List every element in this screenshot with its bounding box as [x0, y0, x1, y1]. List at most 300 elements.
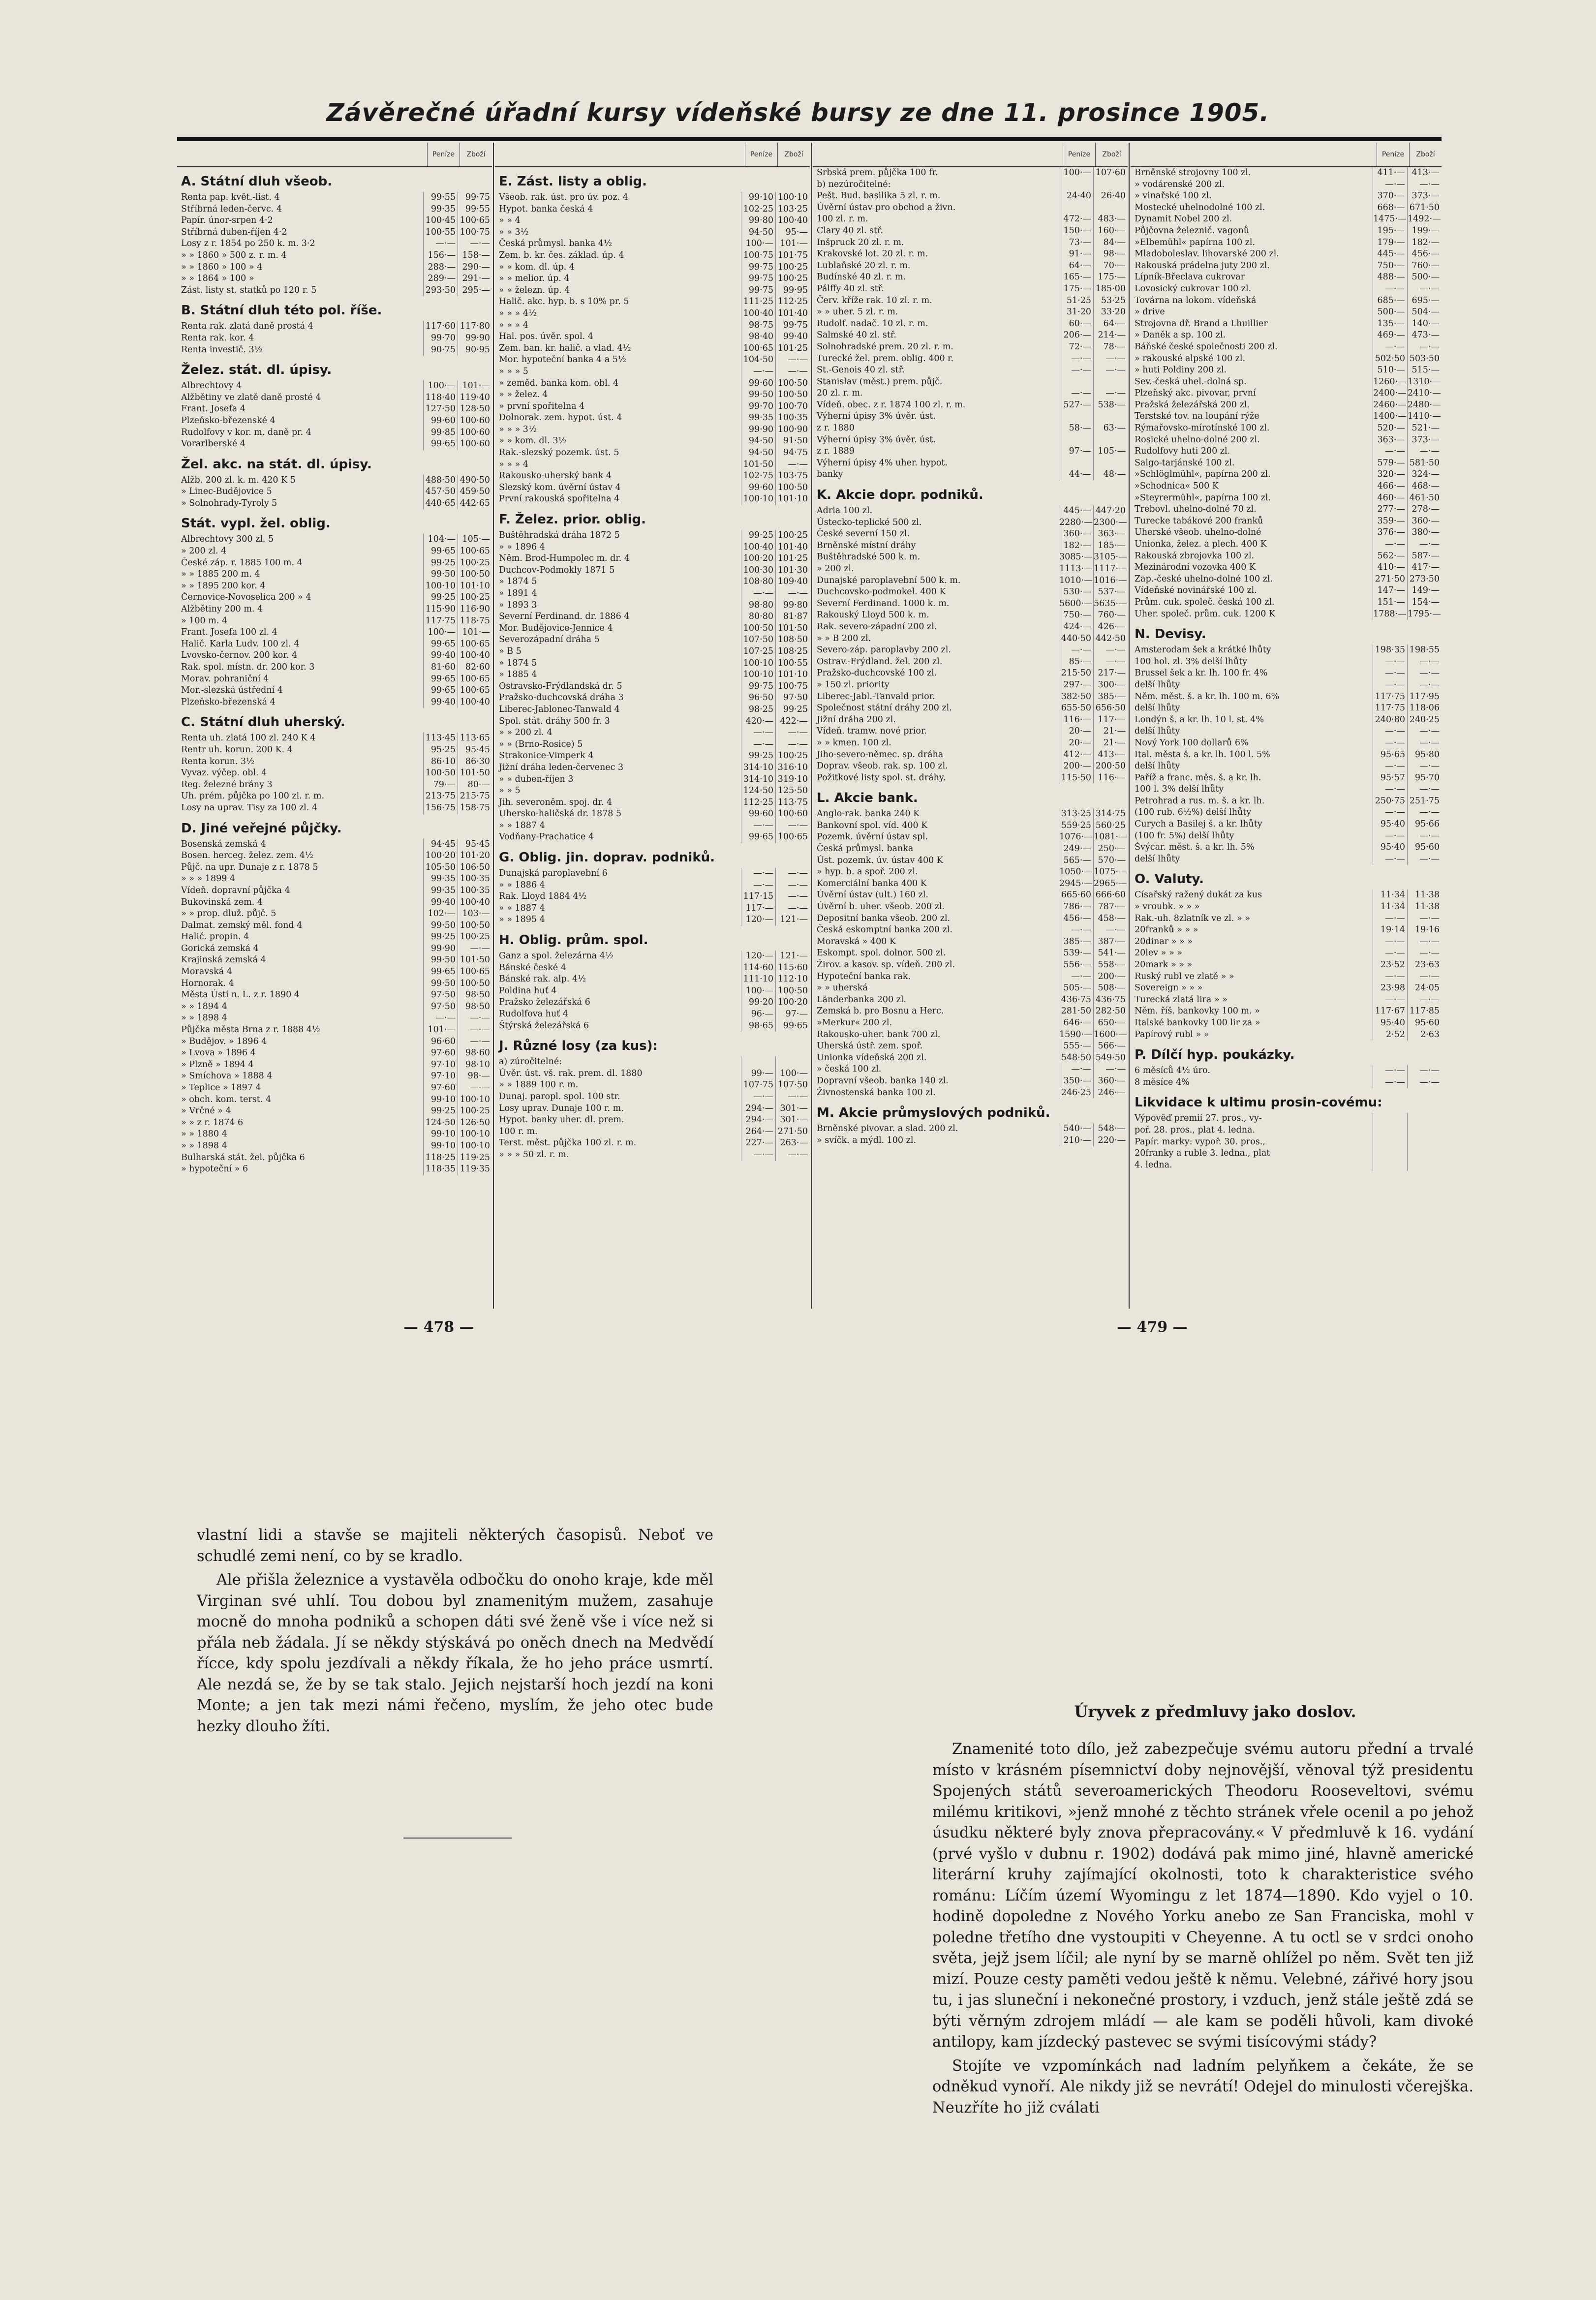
table-row	[177, 604, 492, 615]
table-row	[813, 167, 1128, 179]
ask-price: 116·—	[1093, 772, 1128, 784]
security-name: Frant. Josefa 100 zl. 4	[181, 627, 277, 638]
ask-price: 98·—	[458, 1071, 492, 1082]
bid-price: 99·35	[423, 873, 458, 885]
ask-price: 515·—	[1407, 365, 1442, 376]
bid-price: 548·50	[1059, 1052, 1093, 1064]
ask-price: 5635·—	[1093, 598, 1128, 610]
bid-price: 1260·—	[1373, 376, 1407, 388]
security-name: delší lhůty	[1135, 703, 1180, 713]
table-row	[495, 459, 810, 471]
security-name: Trebovl. uhelno-dolné 70 zl.	[1135, 504, 1257, 515]
table-row	[177, 639, 492, 650]
table-row	[495, 951, 810, 962]
security-name: Severozápadní dráha 5	[499, 635, 600, 645]
table-row	[495, 1103, 810, 1115]
bid-price: 100·75	[741, 250, 775, 262]
table-row	[495, 739, 810, 751]
security-name: » česká 100 zl.	[817, 1064, 882, 1074]
security-name: » svíčk. a mýdl. 100 zl.	[817, 1135, 917, 1145]
bid-price: 297·—	[1059, 679, 1093, 691]
security-name: Vídeňské novinářské 100 zl.	[1135, 585, 1257, 596]
security-name: Renta rak. zlatá daně prostá 4	[181, 321, 313, 332]
ask-price: —·—	[1407, 784, 1442, 796]
bid-price: 94·45	[423, 839, 458, 851]
ask-price: 1016·—	[1093, 575, 1128, 587]
ask-price: 373·—	[1407, 190, 1442, 202]
section-heading: F. Želez. prior. oblig.	[499, 512, 646, 527]
ask-price: 417·—	[1407, 562, 1442, 574]
table-row	[177, 1117, 492, 1129]
security-name: Bankovní spol. víd. 400 K	[817, 820, 928, 830]
table-row	[813, 517, 1128, 529]
security-name: Mladoboleslav. lihovarské 200 zl.	[1135, 249, 1279, 259]
ask-price: 95·45	[458, 839, 492, 851]
table-row	[1131, 434, 1442, 446]
security-name: Krajinská zemská 4	[181, 955, 266, 965]
bid-price: 111·25	[741, 296, 775, 308]
column-header	[495, 143, 810, 167]
section-heading: C. Státní dluh uherský.	[181, 715, 345, 730]
table-row	[1131, 341, 1442, 353]
table-row	[1131, 656, 1442, 668]
ask-price: 91·50	[775, 435, 810, 447]
column-header-label: Zboží	[1409, 143, 1442, 166]
table-row	[1131, 307, 1442, 318]
bid-price: —·—	[423, 1012, 458, 1024]
table-row	[495, 1009, 810, 1020]
security-name: » » 1896 4	[499, 542, 545, 552]
ask-price: 95·80	[1407, 749, 1442, 761]
security-name: Něm. říš. bankovky 100 m. »	[1135, 1006, 1260, 1016]
table-row	[1131, 399, 1442, 411]
bid-price: 20·—	[1059, 726, 1093, 737]
bid-price: 99·60	[423, 415, 458, 427]
security-name: » 1885 4	[499, 670, 537, 680]
bid-price: 99·75	[741, 681, 775, 693]
ask-price: 483·—	[1093, 214, 1128, 225]
bid-price: 99·50	[423, 978, 458, 990]
ask-price: —·—	[1407, 668, 1442, 679]
column-4	[1131, 143, 1442, 1309]
table-row	[1131, 202, 1442, 214]
bid-price: —·—	[1373, 830, 1407, 842]
column-header-label: Peníze	[427, 143, 460, 166]
table-row	[177, 650, 492, 662]
bid-price: 99·70	[423, 333, 458, 344]
bid-price: 117·—	[741, 903, 775, 915]
security-name: » obch. kom. terst. 4	[181, 1094, 272, 1104]
table-row	[813, 446, 1128, 458]
ask-price: 100·25	[775, 530, 810, 542]
ask-price: 11·38	[1407, 889, 1442, 901]
paragraph: Stojíte ve vzpomínkách nad ladním pelyňkem a čekáte, že se odněkud vynoří. Ale nikdy již se nevrátí! Odejel do minulosti včerejška. Neuzříte ho již cválati	[932, 2057, 1474, 2116]
security-name: Zem. b. kr. čes. základ. úp. 4	[499, 250, 624, 260]
bid-price: 101·—	[423, 1024, 458, 1036]
bid-price: 198·35	[1373, 644, 1407, 656]
bid-price: —·—	[1373, 283, 1407, 295]
ask-price: —·—	[1093, 1064, 1128, 1075]
bid-price: 246·25	[1059, 1087, 1093, 1099]
table-row	[495, 215, 810, 227]
ask-price: 21·—	[1093, 737, 1128, 749]
ask-price: 549·50	[1093, 1052, 1128, 1064]
security-name: b) nezúročitelné:	[817, 179, 891, 189]
bid-price: 100·50	[423, 767, 458, 779]
security-name: Liberec-Jabl.-Tanvald prior.	[817, 691, 935, 702]
security-name: Reg. železné brány 3	[181, 779, 273, 790]
ask-price: 103·—	[458, 908, 492, 920]
ask-price: 81·87	[775, 611, 810, 623]
security-name: » » prop. dluž. půjč. 5	[181, 909, 276, 919]
bid-price: 97·—	[1059, 446, 1093, 458]
security-name: Halič. propin. 4	[181, 932, 249, 942]
ask-price: 100·65	[458, 639, 492, 650]
ask-price: 98·50	[458, 989, 492, 1001]
ask-price: 101·—	[458, 380, 492, 392]
bid-price: —·—	[1373, 807, 1407, 819]
ask-price: 100·60	[458, 415, 492, 427]
ask-price: 113·75	[775, 797, 810, 809]
security-name: 4. ledna.	[1135, 1160, 1172, 1170]
table-row	[495, 750, 810, 762]
security-name: » » 1886 4	[499, 880, 545, 890]
security-name: České záp. r. 1885 100 m. 4	[181, 557, 303, 568]
bid-price: 99·35	[423, 204, 458, 215]
ask-price: 97·—	[775, 1009, 810, 1020]
bid-price: 1475·—	[1373, 214, 1407, 225]
table-row	[813, 679, 1128, 691]
security-name: Italské bankovky 100 lir za »	[1135, 1017, 1260, 1028]
table-row	[177, 262, 492, 274]
bid-price: 98·80	[741, 600, 775, 612]
bid-price: 313·25	[1059, 808, 1093, 820]
bid-price: 382·50	[1059, 691, 1093, 703]
table-row	[495, 553, 810, 565]
table-row	[813, 913, 1128, 925]
security-name: Losy uprav. Dunaje 100 r. m.	[499, 1103, 624, 1113]
bid-price: 96·—	[741, 1009, 775, 1020]
bid-price	[1373, 1148, 1407, 1160]
bid-price: 99·40	[423, 697, 458, 708]
ask-price: —·—	[1407, 1077, 1442, 1089]
security-name: Frant. Josefa 4	[181, 404, 246, 414]
ask-price: 100·35	[458, 885, 492, 897]
table-row	[813, 295, 1128, 307]
bid-price: 472·—	[1059, 214, 1093, 225]
security-name: delší lhůty	[1135, 761, 1180, 771]
security-name: Salmské 40 zl. stř.	[817, 330, 896, 340]
security-name: » 150 zl. priority	[817, 679, 890, 690]
security-name: Prům. cuk. společ. česká 100 zl.	[1135, 597, 1275, 607]
security-name: » » kom. dl. 3½	[499, 436, 567, 446]
ask-price: 101·30	[775, 565, 810, 577]
bid-price: 420·—	[741, 716, 775, 728]
ask-price: —·—	[458, 1024, 492, 1036]
security-name: Srbská prem. půjčka 100 fr.	[817, 168, 938, 178]
table-row	[813, 563, 1128, 575]
ask-price: —·—	[1407, 994, 1442, 1006]
bid-price: —·—	[1373, 971, 1407, 983]
security-name: Depositní banka všeob. 200 zl.	[817, 913, 951, 923]
ask-price: 101·10	[775, 493, 810, 505]
ask-price: 199·—	[1407, 225, 1442, 237]
table-row	[495, 296, 810, 308]
ask-price: 473·—	[1407, 330, 1442, 341]
security-name: » huti Poldiny 200 zl.	[1135, 365, 1227, 375]
security-name: Lovosický cukrovar 100 zl.	[1135, 283, 1252, 294]
security-name: » » 1887 4	[499, 820, 545, 830]
security-name: Hypoteční banka rak.	[817, 971, 911, 981]
security-name: » vodárenské 200 zl.	[1135, 179, 1225, 189]
page-title: Závěrečné úřadní kursy vídeňské bursy ze dne 11. prosince 1905.	[326, 98, 1270, 127]
table-row	[177, 498, 492, 510]
table-row	[495, 914, 810, 926]
bid-price: 95·25	[423, 744, 458, 756]
ask-price: 95·60	[1407, 842, 1442, 854]
bid-price: 540·—	[1059, 1123, 1093, 1135]
table-row	[1131, 597, 1442, 609]
table-row	[1131, 819, 1442, 830]
table-row	[1131, 889, 1442, 901]
ask-price: 99·75	[458, 192, 492, 204]
security-name: Moravská 4	[181, 967, 232, 977]
ask-price: 95·66	[1407, 819, 1442, 830]
bid-price: 350·—	[1059, 1075, 1093, 1087]
bid-price: 94·50	[741, 227, 775, 239]
table-row	[177, 779, 492, 791]
security-name: 100 r. m.	[499, 1126, 538, 1136]
bid-price: 95·57	[1373, 772, 1407, 784]
table-row	[177, 791, 492, 802]
bid-price: 685·—	[1373, 295, 1407, 307]
security-name: Alžb. 200 zl. k. m. 420 K 5	[181, 475, 296, 485]
security-name: Úvěrní ústav (ult.) 160 zl.	[817, 890, 928, 900]
bid-price: 11·34	[1373, 901, 1407, 913]
security-name: Lublaňské 20 zl. r. m.	[817, 260, 911, 271]
ask-price: 273·50	[1407, 574, 1442, 585]
section-heading: G. Oblig. jin. doprav. podniků.	[499, 850, 715, 865]
security-name: Buštěhradské 500 k. m.	[817, 552, 921, 562]
table-row	[813, 469, 1128, 481]
bid-price: 505·—	[1059, 982, 1093, 994]
table-row	[1131, 971, 1442, 983]
table-row	[1131, 1029, 1442, 1041]
security-name: Albrechtovy 4	[181, 381, 242, 391]
table-row	[1131, 994, 1442, 1006]
security-name: Pražská železářská 200 zl.	[1135, 399, 1250, 410]
ask-price: 26·40	[1093, 190, 1128, 202]
ask-price: 98·10	[458, 1059, 492, 1071]
bid-price: 99·50	[741, 389, 775, 401]
ask-price: 82·60	[458, 662, 492, 674]
security-name: Länderbanka 200 zl.	[817, 994, 907, 1005]
security-name: » » z r. 1874 6	[181, 1117, 244, 1128]
bid-price: 502·50	[1373, 353, 1407, 365]
ask-price	[1407, 1136, 1442, 1148]
table-row	[177, 438, 492, 450]
bid-price: 2460·—	[1373, 399, 1407, 411]
ask-price: 1310·—	[1407, 376, 1442, 388]
table-row	[495, 401, 810, 413]
security-name: Výherní úpisy 3% úvěr. úst.	[817, 434, 936, 445]
ask-price: 108·50	[775, 634, 810, 646]
table-row	[813, 190, 1128, 202]
security-name: » » 5	[499, 786, 521, 796]
security-name: 20dinar » » »	[1135, 936, 1193, 947]
security-name: Duchcov-Podmokly 1871 5	[499, 565, 615, 575]
ask-price: 100·40	[775, 215, 810, 227]
section-heading: Likvidace k ultimu prosin-covému:	[1135, 1095, 1382, 1110]
bid-price: 100·65	[741, 343, 775, 355]
ask-price: 140·—	[1407, 318, 1442, 330]
table-row	[1131, 761, 1442, 772]
security-name: 100 zl. r. m.	[817, 214, 868, 224]
ask-price: 119·35	[458, 1164, 492, 1175]
bid-price: 100·10	[741, 658, 775, 670]
table-row	[495, 903, 810, 915]
ask-price: —·—	[1407, 854, 1442, 865]
ask-price: 295·—	[458, 285, 492, 297]
ask-price: 97·50	[775, 692, 810, 704]
security-name: Eskompt. spol. dolnor. 500 zl.	[817, 948, 946, 958]
bid-price: 99·35	[423, 885, 458, 897]
security-name: Renta rak. kor. 4	[181, 333, 254, 343]
table-row	[177, 802, 492, 814]
ask-price: 100·10	[458, 1140, 492, 1152]
table-row	[495, 482, 810, 494]
bid-price: 646·—	[1059, 1017, 1093, 1029]
ask-price: 100·40	[458, 650, 492, 662]
table-row	[1131, 458, 1442, 469]
security-name: Mor. Budějovice-Jennice 4	[499, 623, 613, 633]
security-name: Uher. společ. prům. cuk. 1200 K	[1135, 609, 1276, 619]
security-name: Plzeňsko-březenské 4	[181, 415, 276, 426]
table-row	[495, 634, 810, 646]
table-row	[1131, 283, 1442, 295]
table-row	[495, 891, 810, 903]
table-row	[495, 762, 810, 774]
security-name: » 1874 5	[499, 658, 537, 668]
security-name: » » 1895 4	[499, 915, 545, 925]
table-row	[1131, 562, 1442, 574]
security-name: Adria 100 zl.	[817, 506, 873, 516]
table-row	[177, 1082, 492, 1094]
ask-price	[1093, 179, 1128, 191]
ask-price: 99·90	[458, 333, 492, 344]
bid-price: 100·—	[423, 627, 458, 639]
bid-price	[1373, 1136, 1407, 1148]
table-row	[495, 797, 810, 809]
bid-price: 786·—	[1059, 901, 1093, 913]
ask-price: 119·40	[458, 392, 492, 404]
table-row	[177, 475, 492, 487]
security-name: Vídeň. tramw. nové prior.	[817, 726, 927, 736]
table-row	[813, 365, 1128, 376]
security-name: » Budějov. » 1896 4	[181, 1036, 267, 1046]
security-name: Bukovinská zem. 4	[181, 897, 263, 907]
table-row	[813, 179, 1128, 191]
bid-price: 314·10	[741, 774, 775, 786]
ask-price: —·—	[1407, 737, 1442, 749]
bid-price: 99·40	[423, 897, 458, 909]
table-row	[495, 785, 810, 797]
ask-price: 538·—	[1093, 399, 1128, 411]
bid-price: 293·50	[423, 285, 458, 297]
bid-price: 117·67	[1373, 1006, 1407, 1017]
ask-price: 456·—	[1407, 248, 1442, 260]
bid-price: 111·10	[741, 974, 775, 985]
bid-price: 99·65	[423, 674, 458, 685]
bid-price: 117·75	[423, 615, 458, 627]
ask-price: 100·20	[775, 997, 810, 1009]
bid-price: 100·50	[741, 623, 775, 635]
ask-price: —·—	[458, 943, 492, 955]
ask-price: 200·—	[1093, 971, 1128, 983]
security-name: » » železn. úp. 4	[499, 285, 570, 295]
ask-price: —·—	[458, 1082, 492, 1094]
security-name: Zem. ban. kr. halič. a vlad. 4½	[499, 343, 631, 353]
ask-price: 3105·—	[1093, 552, 1128, 563]
table-row	[1131, 1136, 1442, 1148]
bid-price: 156·—	[423, 250, 458, 262]
security-name: Česká průmysl. banka 4½	[499, 239, 612, 249]
table-row	[177, 1059, 492, 1071]
bid-price: 668·—	[1373, 202, 1407, 214]
table-row	[495, 273, 810, 285]
bid-price: 165·—	[1059, 272, 1093, 283]
security-name: Rakouský Lloyd 500 k. m.	[817, 610, 929, 620]
bid-price: —·—	[741, 880, 775, 891]
ask-price: 101·75	[775, 250, 810, 262]
ask-price: 214·—	[1093, 330, 1128, 341]
ask-price: 100·25	[458, 931, 492, 943]
bid-price: 102·25	[741, 204, 775, 215]
ask-price: 78·—	[1093, 341, 1128, 353]
ask-price: —·—	[775, 868, 810, 880]
security-name: » » » 1899 4	[181, 874, 236, 884]
security-name: 20franků » » »	[1135, 925, 1198, 935]
ask-price: 413·—	[1093, 749, 1128, 761]
table-row	[813, 1041, 1128, 1052]
bid-price: 91·—	[1059, 248, 1093, 260]
table-row	[813, 691, 1128, 703]
bid-price: 99·25	[741, 750, 775, 762]
ask-price: 100·25	[775, 273, 810, 285]
table-row	[495, 623, 810, 635]
security-name: Clary 40 zl. stř.	[817, 225, 884, 236]
security-name: Továrna na lokom. vídeňská	[1135, 295, 1257, 306]
security-name: Strakonice-Vimperk 4	[499, 751, 594, 761]
section-heading: P. Dílčí hyp. poukázky.	[1135, 1047, 1295, 1063]
ask-price	[1093, 434, 1128, 446]
ask-price: —·—	[1407, 341, 1442, 353]
security-name: Turecká zlatá lira » »	[1135, 994, 1228, 1005]
table-row	[813, 283, 1128, 295]
ask-price: 666·60	[1093, 889, 1128, 901]
security-name: Rudolfovy huti 200 zl.	[1135, 446, 1230, 457]
security-name: Duchcovsko-podmokel. 400 K	[817, 587, 946, 597]
security-name: Štýrská železářská 6	[499, 1020, 589, 1031]
ask-price: 100·25	[458, 1105, 492, 1117]
security-name: Sovereign » » »	[1135, 983, 1203, 993]
table-row	[495, 1149, 810, 1161]
bid-price: 120·—	[741, 914, 775, 926]
security-name: Dunajské paroplavební 500 k. m.	[817, 575, 961, 585]
ask-price: 95·45	[458, 744, 492, 756]
security-name: » » 1898 4	[181, 1013, 227, 1023]
security-name: » první spořitelna 4	[499, 401, 585, 411]
